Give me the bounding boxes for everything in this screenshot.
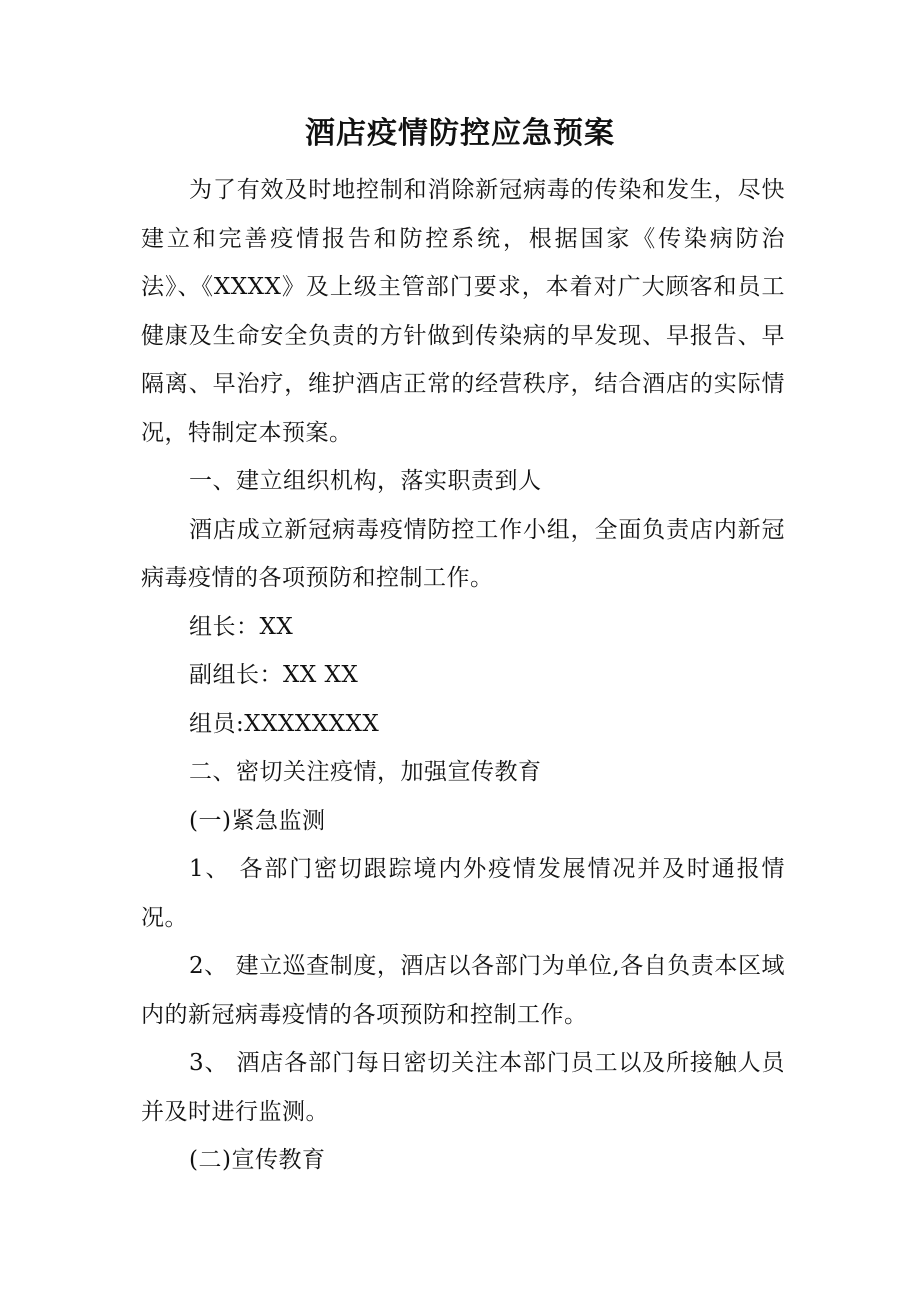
- organization-paragraph: 酒店成立新冠病毒疫情防控工作小组，全面负责店内新冠病毒疫情的各项预防和控制工作。: [141, 516, 785, 591]
- list-item-3: 3、 酒店各部门每日密切关注本部门员工以及所接触人员并及时进行监测。: [141, 1050, 785, 1125]
- team-members-line: 组员:XXXXXXXX: [189, 710, 380, 737]
- list-item-1: 1、 各部门密切跟踪境内外疫情发展情况并及时通报情况。: [141, 856, 785, 931]
- section-heading-organization: 一、建立组织机构，落实职责到人: [189, 468, 542, 494]
- team-leader-line: 组长：XX: [189, 613, 294, 640]
- document-title: 酒店疫情防控应急预案: [305, 116, 615, 151]
- subsection-heading-emergency-monitoring: (一)紧急监测: [189, 807, 326, 834]
- section-heading-monitoring: 二、密切关注疫情，加强宣传教育: [189, 759, 542, 785]
- list-item-2: 2、 建立巡查制度，酒店以各部门为单位,各自负责本区域内的新冠病毒疫情的各项预防和控制工作。: [141, 953, 785, 1028]
- subsection-heading-education: (二)宣传教育: [189, 1147, 326, 1173]
- document-body: [141, 166, 785, 1185]
- deputy-leader-line: 副组长：XX XX: [189, 662, 359, 688]
- intro-paragraph: 为了有效及时地控制和消除新冠病毒的传染和发生，尽快建立和完善疫情报告和防控系统，根据国家《传染病防治法》、《XXXX》及上级主管部门要求，本着对广大顾客和员工健康及生命安全负责的方针做到传染病的早发现、早报告、早隔离、早治疗，维护酒店正常的经营秩序，结合酒店的实际情况，特制定本预案。: [141, 177, 785, 446]
